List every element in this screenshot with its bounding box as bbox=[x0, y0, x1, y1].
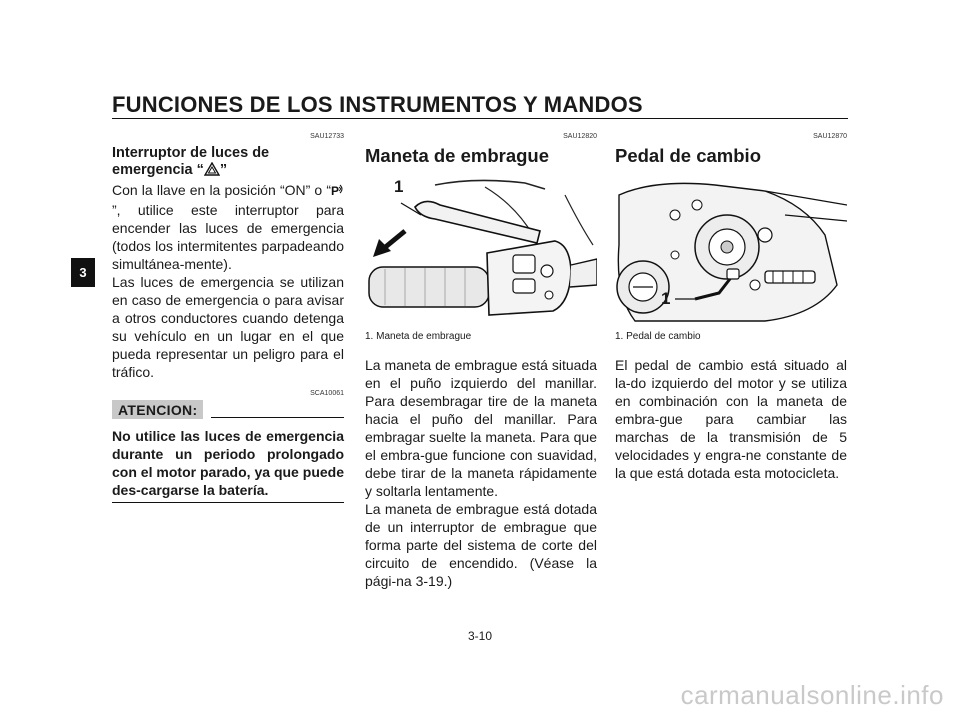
section-code: SAU12870 bbox=[813, 133, 847, 140]
callout-1: 1 bbox=[661, 289, 671, 308]
caution-code: SCA10061 bbox=[310, 390, 344, 397]
caution-header bbox=[112, 400, 344, 419]
shift-pedal-body: El pedal de cambio está situado al la-do izquierdo del motor y se utiliza en combinación con la maneta de embra-gue para cambiar las marchas de la transmisión de 5 velocidades y engra-ne constante de la que está dotada esta motocicleta. bbox=[615, 357, 847, 481]
figure-caption: 1. Pedal de cambio bbox=[615, 331, 701, 342]
svg-text:P: P bbox=[331, 184, 340, 197]
hazard-triangle-icon bbox=[204, 162, 220, 181]
clutch-lever-illustration bbox=[365, 175, 597, 325]
parking-icon bbox=[331, 183, 344, 201]
shift-pedal-illustration bbox=[615, 175, 847, 325]
hazard-body-rest: ”, utilice este interruptor para encender las luces de emergencia (todos los intermitentes parpadeando simultánea-mente). Las luces de emergencia se utilizan en caso de emergencia o para avisar a otros conductores cuando detenga su vehículo en un lugar en el que pueda representar un peligro para el tráfico. bbox=[112, 202, 344, 380]
shift-pedal-figure bbox=[615, 175, 847, 325]
clutch-lever-heading: Maneta de embrague bbox=[365, 145, 550, 166]
hazard-body bbox=[112, 181, 344, 381]
heading-line2-suffix: ” bbox=[219, 162, 228, 178]
heading-line2-prefix: emergencia “ bbox=[112, 162, 204, 178]
caution-text: No utilice las luces de emergencia durante un periodo prolongado con el motor parado, ya que puede des-cargarse la batería. bbox=[112, 428, 344, 498]
clutch-lever-figure bbox=[365, 175, 597, 325]
caution-end-rule bbox=[112, 502, 344, 503]
caution-rule bbox=[211, 417, 344, 418]
page-title: FUNCIONES DE LOS INSTRUMENTOS Y MANDOS bbox=[112, 92, 643, 117]
caution-label: ATENCION: bbox=[112, 400, 203, 419]
section-code: SAU12820 bbox=[563, 133, 597, 140]
figure-caption: 1. Maneta de embrague bbox=[365, 331, 472, 342]
heading-line1: Interruptor de luces de bbox=[112, 145, 270, 161]
clutch-lever-body: La maneta de embrague está situada en el puño izquierdo del manillar. Para desembragar tire de la maneta hacia el puño del manillar. Para embragar suelte la maneta. Para que el embra-gue funcione con suavidad, debe tirar de la maneta rápidamente y soltarla lentamente. La maneta de embrague está dotada de un interruptor de embrague que forma parte del sistema de corte del circuito de encendido. (Véase la pági-na 3-19.) bbox=[365, 357, 597, 589]
chapter-tab: 3 bbox=[71, 258, 95, 287]
shift-pedal-section bbox=[615, 133, 847, 482]
shift-pedal-heading: Pedal de cambio bbox=[615, 145, 761, 166]
hazard-switch-section bbox=[112, 133, 344, 503]
callout-1: 1 bbox=[394, 177, 404, 196]
hazard-switch-heading bbox=[112, 145, 344, 181]
header-rule bbox=[112, 118, 848, 119]
section-code: SAU12733 bbox=[310, 133, 344, 140]
watermark: carmanualsonline.info bbox=[680, 680, 944, 710]
clutch-lever-section bbox=[365, 133, 597, 590]
page-number: 3-10 bbox=[467, 629, 493, 643]
hazard-body-prefix: Con la llave en la posición “ON” o “ bbox=[112, 182, 331, 198]
